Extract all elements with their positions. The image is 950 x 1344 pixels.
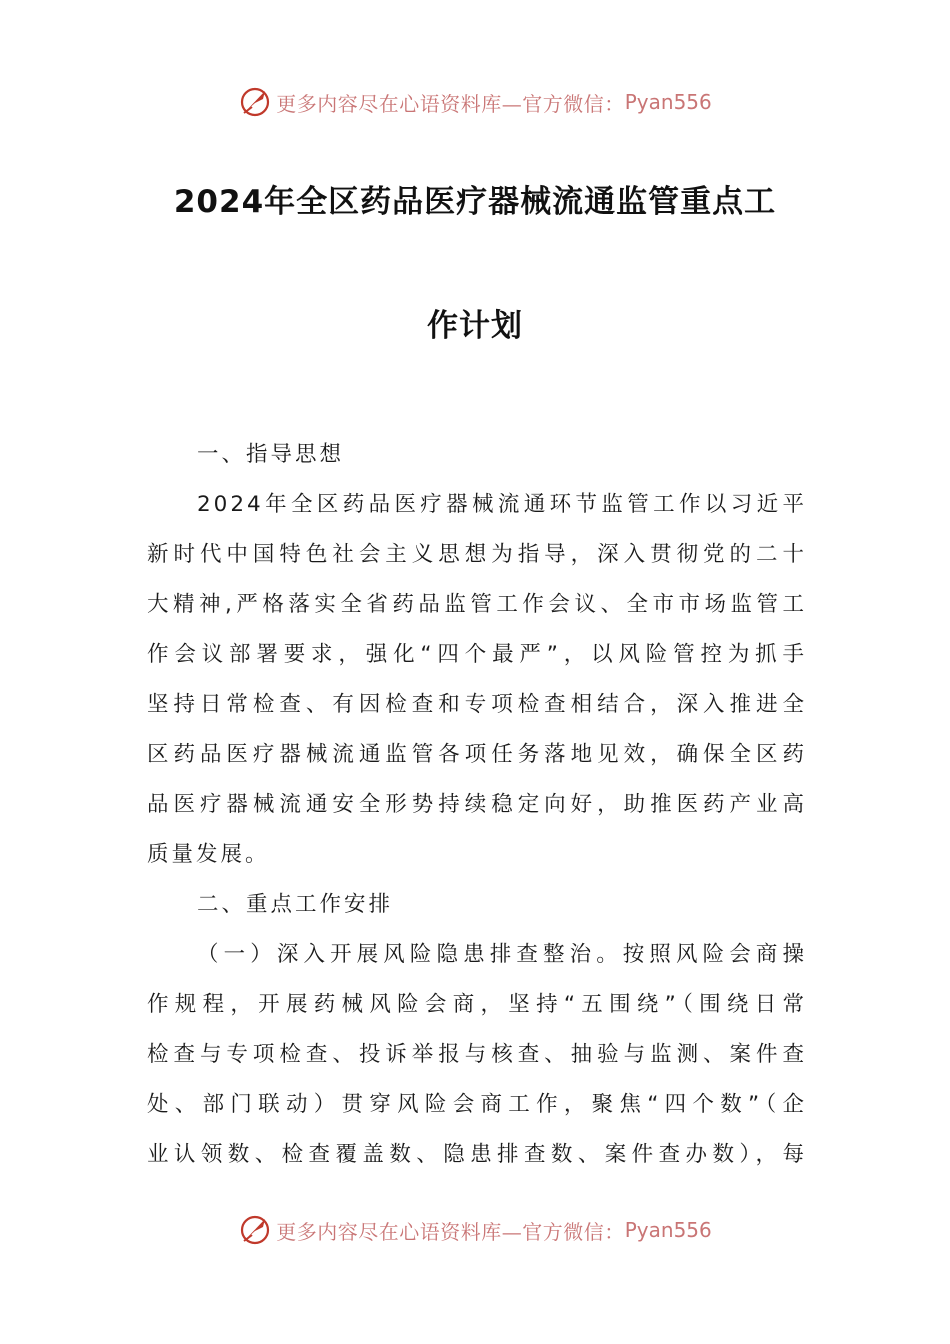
paragraph-line: 处、部门联动）贯穿风险会商工作，聚焦“四个数”（企 xyxy=(147,1092,807,1117)
paragraph-line: 检查与专项检查、投诉举报与核查、抽验与监测、案件查 xyxy=(147,1042,807,1067)
paragraph-line: （一）深入开展风险隐患排查整治。按照风险会商操 xyxy=(197,942,807,967)
quill-logo-icon xyxy=(238,85,272,119)
paragraph-line: 业认领数、检查覆盖数、隐患排查数、案件查办数），每 xyxy=(147,1142,807,1167)
quill-logo-icon xyxy=(238,1213,272,1247)
paragraph-line: 作会议部署要求，强化“四个最严”，以风险管控为抓手 xyxy=(147,642,807,667)
paragraph-line: 区药品医疗器械流通监管各项任务落地见效，确保全区药 xyxy=(147,742,807,767)
watermark-wechat-id: Pyan556 xyxy=(624,90,712,114)
document-title-line-1: 2024年全区药品医疗器械流通监管重点工 xyxy=(173,184,777,220)
section-heading: 一、指导思想 xyxy=(197,442,345,467)
document-title-line-2: 作计划 xyxy=(427,308,523,344)
watermark-text: 更多内容尽在心语资料库—官方微信： xyxy=(276,91,625,116)
paragraph-line: 作规程，开展药械风险会商，坚持“五围绕”（围绕日常 xyxy=(147,992,807,1017)
watermark-footer xyxy=(0,1210,950,1250)
paragraph-line: 坚持日常检查、有因检查和专项检查相结合，深入推进全 xyxy=(147,692,807,717)
paragraph-line: 大精神,严格落实全省药品监管工作会议、全市市场监管工 xyxy=(147,592,807,617)
paragraph-line: 新时代中国特色社会主义思想为指导，深入贯彻党的二十 xyxy=(147,542,807,567)
watermark-text: 更多内容尽在心语资料库—官方微信： xyxy=(276,1219,625,1244)
document-body xyxy=(147,430,807,1180)
paragraph-line: 质量发展。 xyxy=(147,842,270,867)
section-heading: 二、重点工作安排 xyxy=(197,892,394,917)
paragraph-line: 2024年全区药品医疗器械流通环节监管工作以习近平 xyxy=(197,492,807,517)
watermark-wechat-id: Pyan556 xyxy=(624,1218,712,1242)
watermark-header xyxy=(0,82,950,122)
paragraph-line: 品医疗器械流通安全形势持续稳定向好，助推医药产业高 xyxy=(147,792,807,817)
